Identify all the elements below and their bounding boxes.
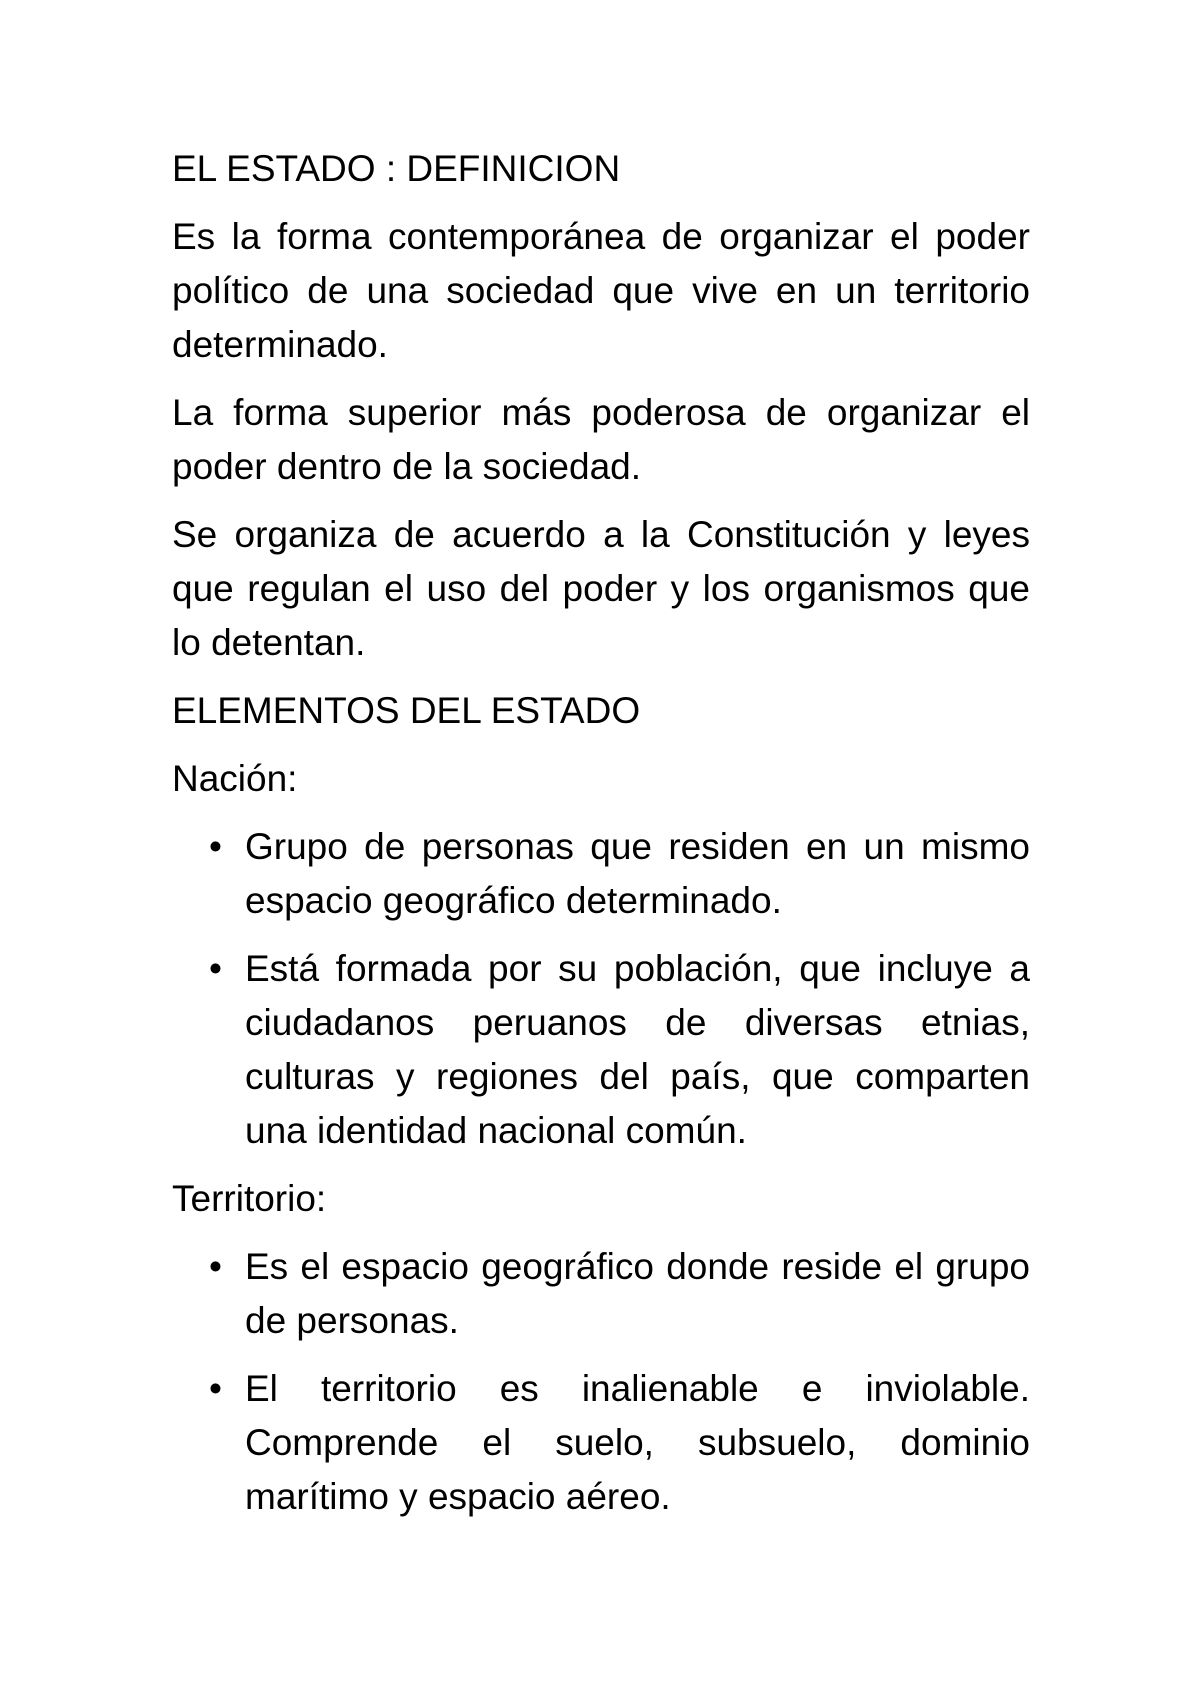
nacion-label: Nación: [172, 758, 298, 799]
territorio-label: Territorio: [172, 1178, 327, 1219]
list-item [172, 820, 1030, 928]
definition-paragraph-1: Es la forma contemporánea de organizar el poder político de una sociedad que vive en un territorio determinado. [172, 216, 1030, 365]
nacion-list [172, 820, 1030, 1158]
list-item-text: Está formada por su población, que incluye a ciudadanos peruanos de diversas etnias, culturas y regiones del país, que comparten una identidad nacional común. [245, 948, 1030, 1151]
list-item-text: Grupo de personas que residen en un mismo espacio geográfico determinado. [245, 826, 1030, 921]
document-body [172, 142, 1030, 1538]
list-item [172, 1240, 1030, 1348]
list-item-text: Es el espacio geográfico donde reside el grupo de personas. [245, 1246, 1030, 1341]
elements-heading: ELEMENTOS DEL ESTADO [172, 690, 641, 731]
bullet-icon: • [209, 1368, 222, 1409]
definition-paragraph-2: La forma superior más poderosa de organizar el poder dentro de la sociedad. [172, 392, 1030, 487]
territorio-list [172, 1240, 1030, 1524]
definition-paragraph-3: Se organiza de acuerdo a la Constitución y leyes que regulan el uso del poder y los organismos que lo detentan. [172, 514, 1030, 663]
list-item [172, 942, 1030, 1158]
document-title: EL ESTADO : DEFINICION [172, 148, 621, 189]
list-item [172, 1362, 1030, 1524]
bullet-icon: • [209, 1246, 222, 1287]
bullet-icon: • [209, 826, 222, 867]
bullet-icon: • [209, 948, 222, 989]
list-item-text: El territorio es inalienable e inviolable. Comprende el suelo, subsuelo, dominio marítimo y espacio aéreo. [245, 1368, 1030, 1517]
